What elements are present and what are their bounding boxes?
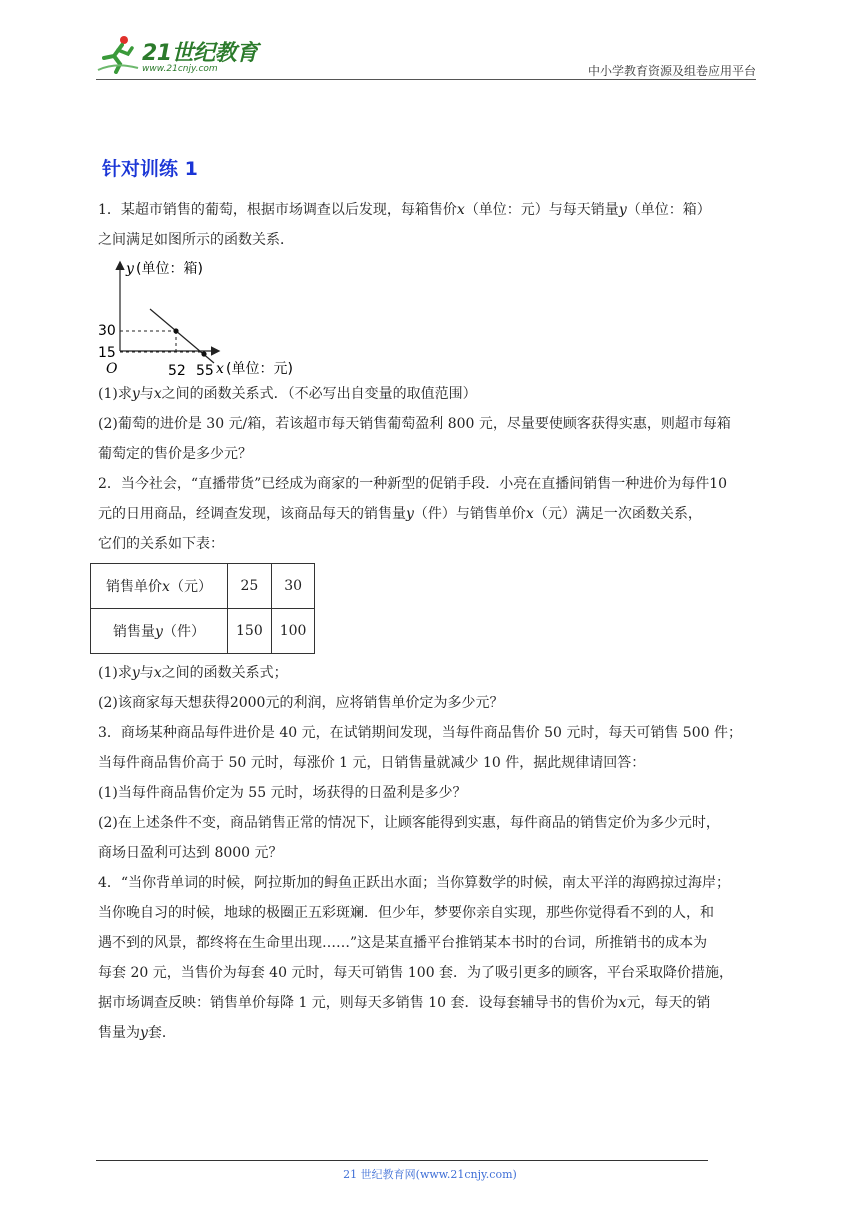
q1-stem-line2: 之间满足如图所示的函数关系． bbox=[98, 232, 294, 248]
q4-line6: 售量为y套． bbox=[98, 1025, 176, 1041]
y-tick-30: 30 bbox=[98, 323, 116, 339]
logo-text: 21世纪教育 bbox=[142, 41, 258, 66]
y-tick-15: 15 bbox=[98, 345, 116, 361]
point-55-15 bbox=[201, 351, 206, 356]
q2-line3: 它们的关系如下表： bbox=[98, 536, 224, 552]
x-axis-label: (单位：元) bbox=[226, 361, 293, 377]
x-tick-55: 55 bbox=[196, 363, 214, 377]
table-row bbox=[91, 609, 315, 654]
q2-line1: 2．当今社会，“直播带货”已经成为商家的一种新型的促销手段．小亮在直播间销售一种进价为每件10 bbox=[98, 476, 728, 492]
q3-part2-line2: 商场日盈利可达到 8000 元？ bbox=[98, 845, 283, 861]
y-axis-label: (单位：箱) bbox=[136, 261, 203, 277]
q1-stem-line1: 1．某超市销售的葡萄，根据市场调查以后发现，每箱售价x（单位：元）与每天销量y（单位：箱） bbox=[98, 202, 711, 218]
q3-part1: (1)当每件商品售价定为 55 元时，场获得的日盈利是多少？ bbox=[98, 785, 467, 801]
origin-label: O bbox=[106, 361, 118, 377]
footer-divider bbox=[96, 1160, 708, 1161]
footer-source: 21 世纪教育网(www.21cnjy.com) bbox=[343, 1168, 517, 1181]
q3-part2-line1: (2)在上述条件不变，商品销售正常的情况下，让顾客能得到实惠，每件商品的销售定价为多少元时， bbox=[98, 815, 720, 831]
q2-part1: (1)求y与x之间的函数关系式； bbox=[98, 665, 288, 681]
site-logo bbox=[96, 34, 266, 82]
table-row bbox=[91, 564, 315, 609]
x-axis-var: x bbox=[216, 361, 224, 377]
document-body bbox=[98, 195, 768, 1048]
q2-line2: 元的日用商品，经调查发现，该商品每天的销售量y（件）与销售单价x（元）满足一次函数关系， bbox=[98, 506, 702, 522]
q1-function-graph bbox=[98, 257, 338, 377]
table-cell: 30 bbox=[271, 564, 315, 609]
x-tick-52: 52 bbox=[168, 363, 186, 377]
logo-url: www.21cnjy.com bbox=[142, 64, 218, 74]
point-52-30 bbox=[173, 328, 178, 333]
q3-line1: 3．商场某种商品每件进价是 40 元，在试销期间发现，当每件商品售价 50 元时，每天可销售 500 件； bbox=[98, 725, 742, 741]
platform-name: 中小学教育资源及组卷应用平台 bbox=[587, 64, 756, 78]
q2-part2: (2)该商家每天想获得2000元的利润，应将销售单价定为多少元？ bbox=[98, 695, 504, 711]
q2-price-sales-table bbox=[90, 563, 315, 654]
page-header bbox=[0, 0, 860, 90]
y-axis-var: y bbox=[126, 261, 134, 277]
q4-line1: 4．“当你背单词的时候，阿拉斯加的鲟鱼正跃出水面；当你算数学的时候，南太平洋的海鸥掠过海岸； bbox=[98, 875, 731, 891]
q3-line2: 当每件商品售价高于 50 元时，每涨价 1 元，日销售量就减少 10 件，据此规律请回答： bbox=[98, 755, 646, 771]
table-cell: 销售量y（件） bbox=[91, 609, 228, 654]
q1-part2-line1: (2)葡萄的进价是 30 元/箱，若该超市每天销售葡萄盈利 800 元，尽量要使顾客获得实惠，则超市每箱 bbox=[98, 416, 731, 432]
table-cell: 150 bbox=[228, 609, 272, 654]
runner-logo-icon bbox=[96, 34, 140, 74]
q1-part1: (1)求y与x之间的函数关系式．（不必写出自变量的取值范围） bbox=[98, 386, 477, 402]
table-cell: 销售单价x（元） bbox=[91, 564, 228, 609]
q4-line5: 据市场调查反映：销售单价每降 1 元，则每天多销售 10 套．设每套辅导书的售价为x元，每天的销 bbox=[98, 995, 711, 1011]
q4-line2: 当你晚自习的时候，地球的极圈正五彩斑斓．但少年，梦要你亲自实现，那些你觉得看不到的人，和 bbox=[98, 905, 714, 921]
q4-line4: 每套 20 元，当售价为每套 40 元时，每天可销售 100 套．为了吸引更多的顾客，平台采取降价措施， bbox=[98, 965, 734, 981]
section-title: 针对训练 1 bbox=[102, 158, 198, 180]
table-cell: 25 bbox=[228, 564, 272, 609]
q4-line3: 遇不到的风景，都终将在生命里出现……”这是某直播平台推销某本书时的台词，所推销书的成本为 bbox=[98, 935, 708, 951]
line-graph bbox=[98, 257, 338, 377]
q1-part2-line2: 葡萄定的售价是多少元？ bbox=[98, 446, 252, 462]
header-divider bbox=[96, 79, 756, 80]
table-cell: 100 bbox=[271, 609, 315, 654]
